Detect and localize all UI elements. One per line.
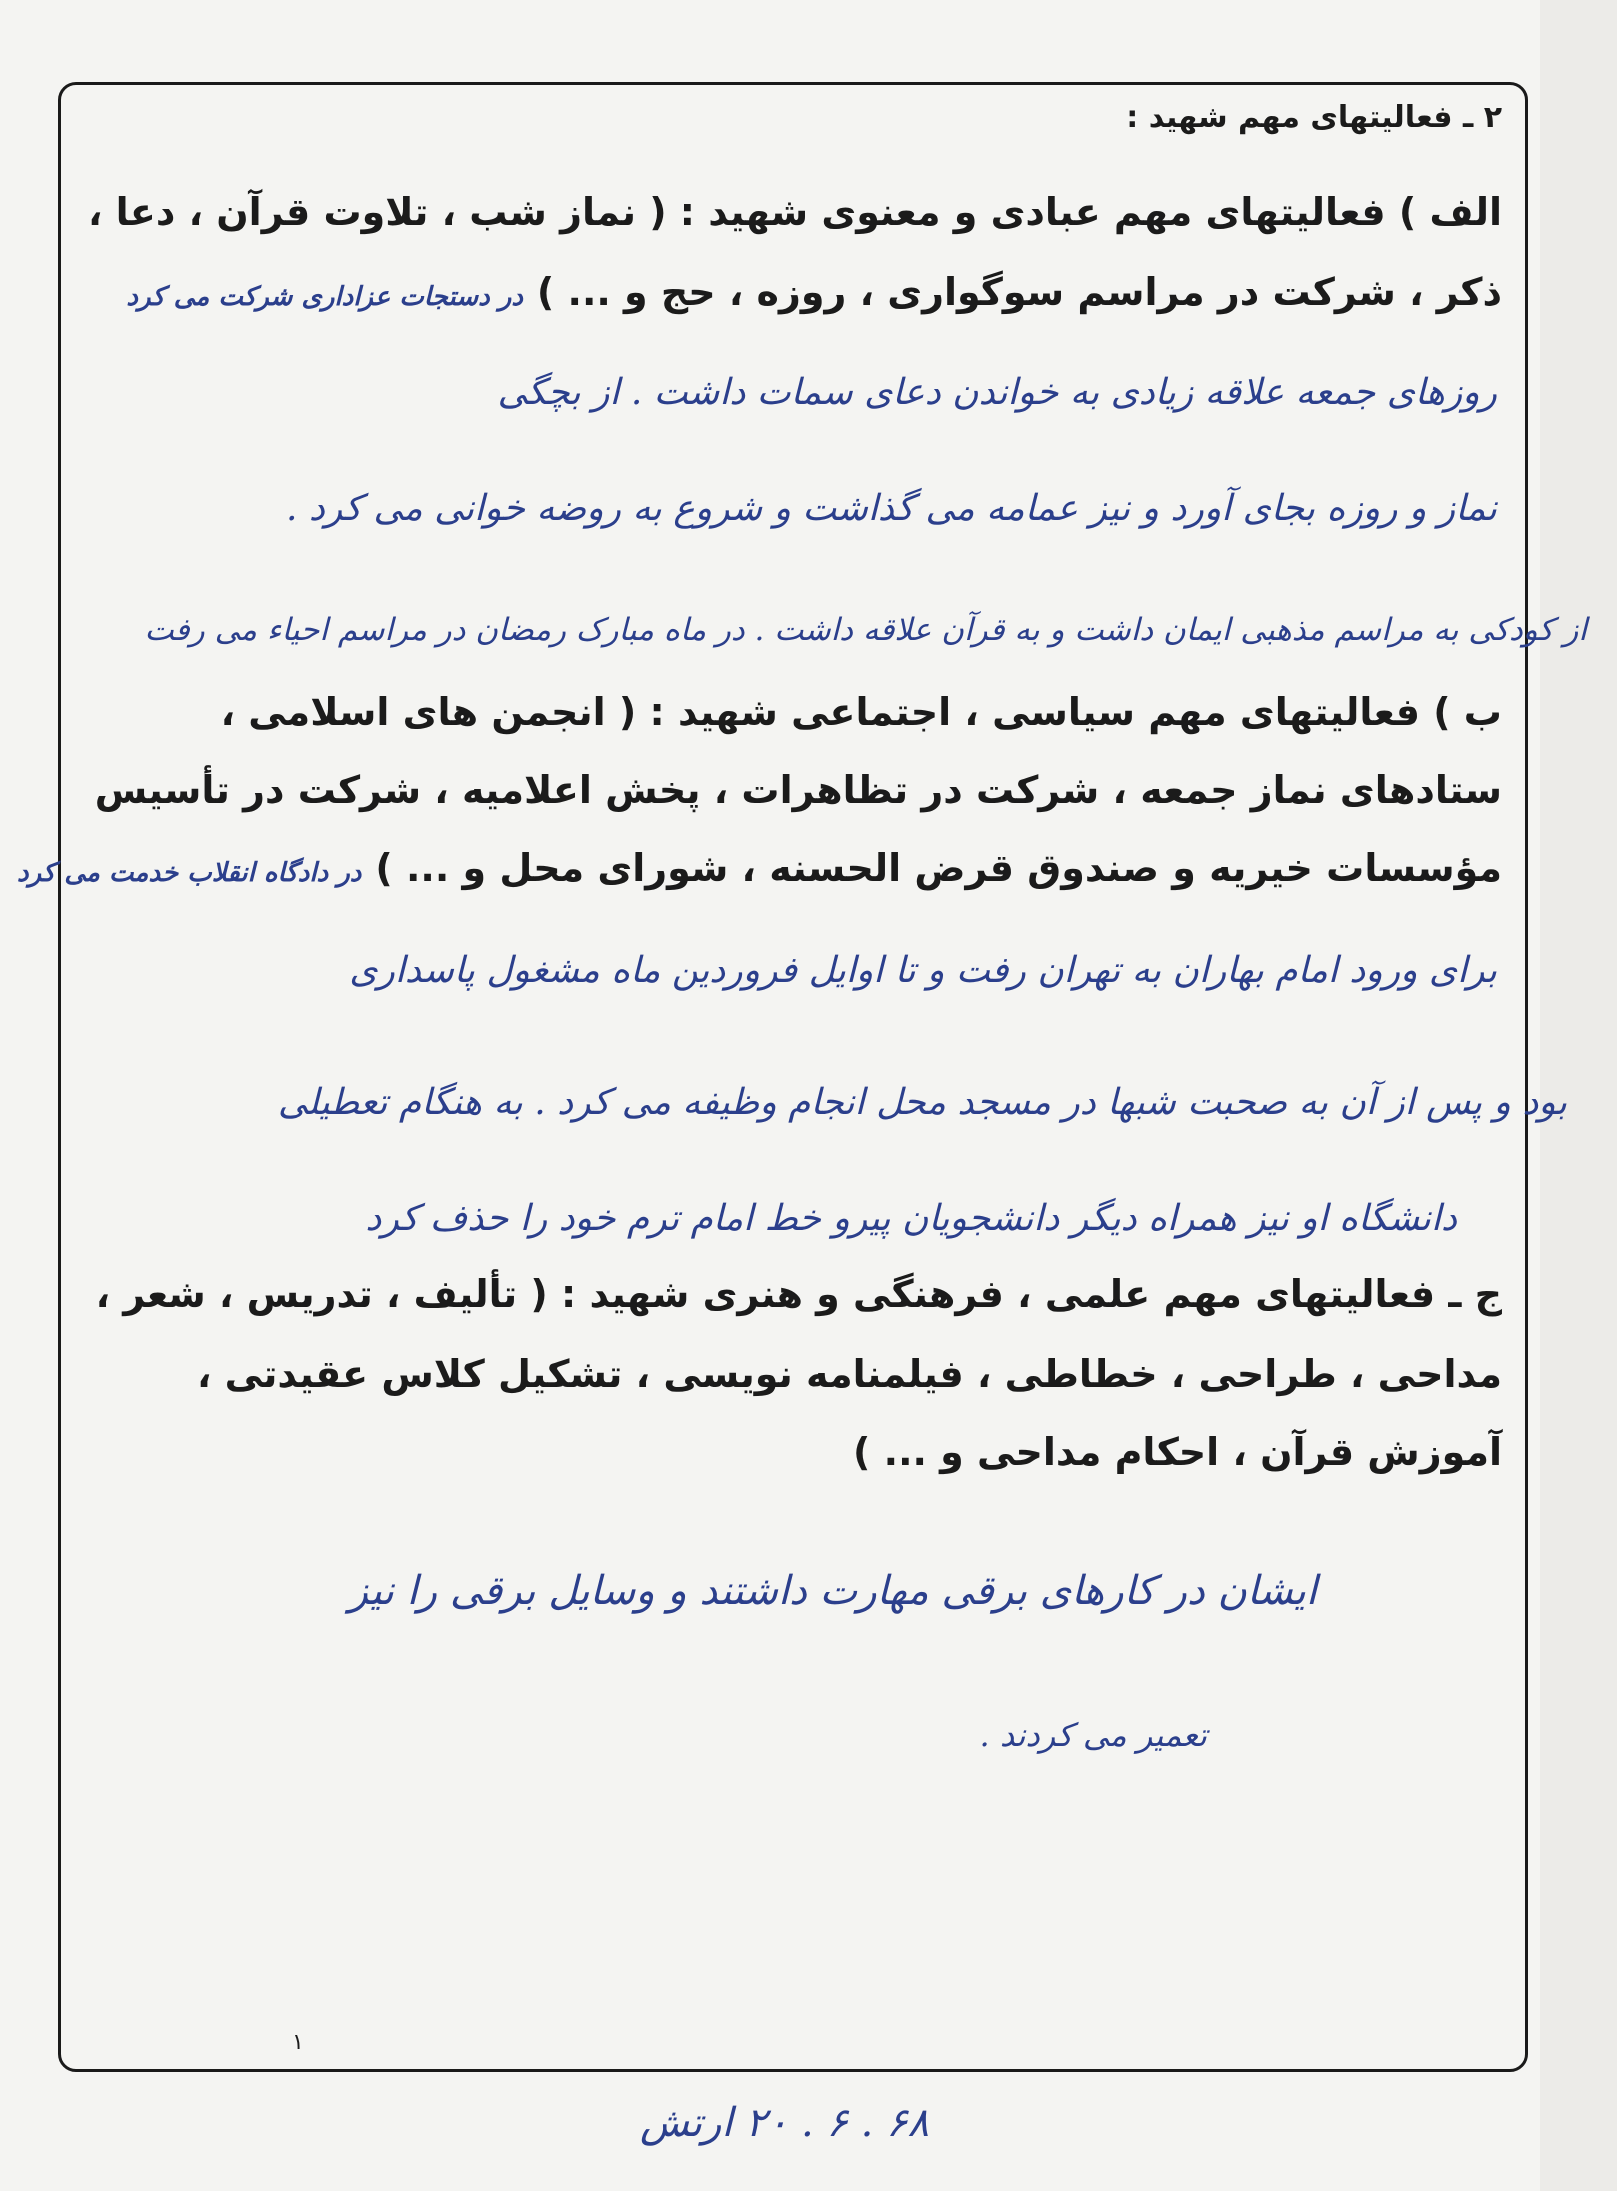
section-c-note-1: ایشان در کارهای برقی مهارت داشتند و وسایل برقی را نیز — [348, 1568, 1317, 1614]
section-b-note-1: برای ورود امام بهاران به تهران رفت و تا اوایل فروردین ماه مشغول پاسداری — [349, 950, 1497, 991]
section-b-note-2: بود و پس از آن به صحبت شبها در مسجد محل انجام وظیفه می کرد . به هنگام تعطیلی — [277, 1082, 1567, 1123]
section-a-line-2 — [126, 270, 1502, 314]
section-a-note-2: نماز و روزه بجای آورد و نیز عمامه می گذاشت و شروع به روضه خوانی می کرد . — [285, 488, 1497, 529]
section-a-line-1: الف ) فعالیتهای مهم عبادی و معنوی شهید : ( نماز شب ، تلاوت قرآن ، دعا ، — [87, 190, 1502, 234]
section-c-line-3: آموزش قرآن ، احکام مداحی و ... ) — [853, 1430, 1502, 1474]
footer-handwritten-date: ۶۸ . ۶ . ۲۰ ارتش — [640, 2100, 930, 2146]
section-a-note-3: از کودکی به مراسم مذهبی ایمان داشت و به قرآن علاقه داشت . در ماه مبارک رمضان در مراسم احیاء می رفت — [144, 612, 1587, 648]
section-b-line-3-text: مؤسسات خیریه و صندوق قرض الحسنه ، شورای محل و ... ) — [375, 846, 1502, 890]
section-b-line-2: ستادهای نماز جمعه ، شرکت در تظاهرات ، پخش اعلامیه ، شرکت در تأسیس — [94, 768, 1502, 812]
section-c-line-1: ج ـ فعالیتهای مهم علمی ، فرهنگی و هنری شهید : ( تألیف ، تدریس ، شعر ، — [95, 1272, 1502, 1316]
page-number: ۱ — [292, 2030, 304, 2055]
section-a-note-1: روزهای جمعه علاقه زیادی به خواندن دعای سمات داشت . از بچگی — [497, 372, 1497, 413]
section-heading: ۲ ـ فعالیتهای مهم شهید : — [1126, 100, 1502, 135]
section-b-note-3: دانشگاه او نیز همراه دیگر دانشجویان پیرو خط امام ترم خود را حذف کرد — [365, 1198, 1457, 1239]
section-a-line-2-text: ذکر ، شرکت در مراسم سوگواری ، روزه ، حج و ... ) — [536, 270, 1502, 314]
section-b-line-3 — [17, 846, 1502, 890]
section-c-note-2: تعمیر می کردند . — [979, 1716, 1207, 1754]
section-b-inline-note: در دادگاه انقلاب خدمت می کرد — [16, 858, 362, 888]
section-a-inline-note: در دستجات عزاداری شرکت می کرد — [126, 282, 523, 312]
section-b-line-1: ب ) فعالیتهای مهم سیاسی ، اجتماعی شهید : ( انجمن های اسلامی ، — [220, 690, 1502, 734]
section-c-line-2: مداحی ، طراحی ، خطاطی ، فیلمنامه نویسی ، تشکیل کلاس عقیدتی ، — [196, 1352, 1502, 1396]
